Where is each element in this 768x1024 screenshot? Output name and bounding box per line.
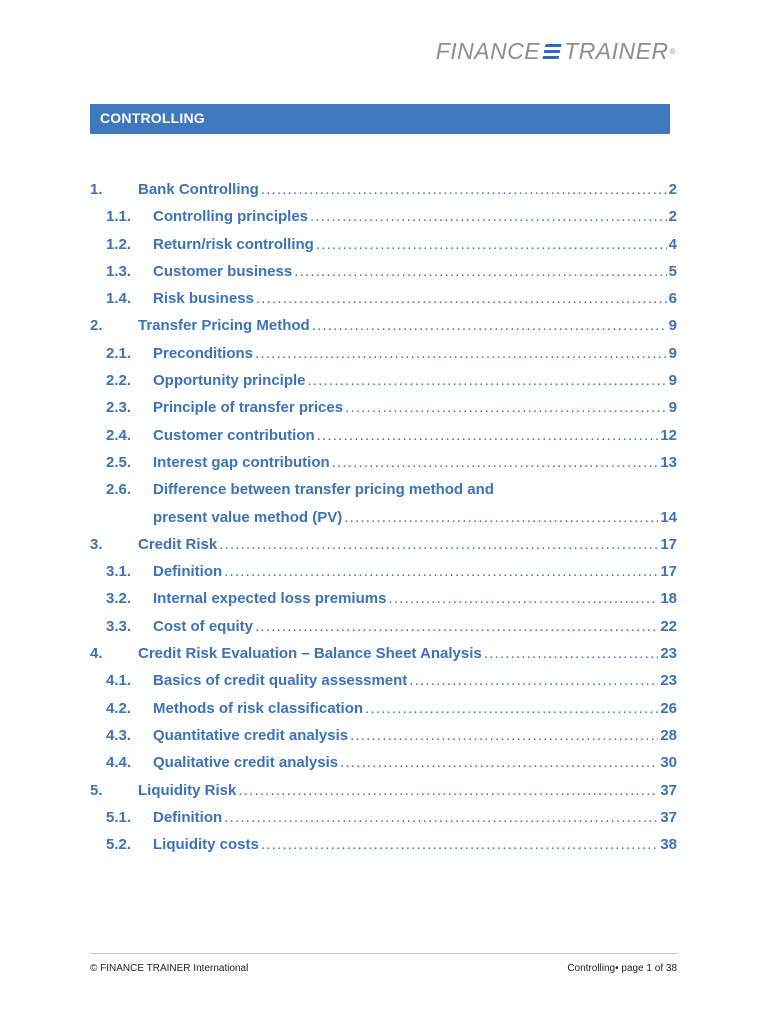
toc-dot-leader — [261, 176, 667, 203]
toc-dot-leader — [332, 449, 659, 476]
toc-entry[interactable] — [90, 312, 677, 339]
toc-page-number: 5 — [668, 262, 677, 280]
toc-entry[interactable] — [90, 667, 677, 694]
toc-page-number: 37 — [660, 781, 677, 799]
toc-number: 3.2. — [106, 590, 132, 608]
toc-title: Basics of credit quality assessment — [153, 672, 408, 690]
toc-number: 4.1. — [106, 672, 132, 690]
toc-entry[interactable] — [90, 585, 677, 612]
toc-title: Internal expected loss premiums — [153, 590, 387, 608]
toc-title: Return/risk controlling — [153, 235, 314, 253]
toc-dot-leader — [409, 667, 658, 694]
toc-title-continued: present value method (PV) — [153, 508, 343, 526]
toc-title: Principle of transfer prices — [153, 399, 344, 417]
toc-entry[interactable] — [90, 422, 677, 449]
toc-entry[interactable] — [90, 285, 677, 312]
toc-entry[interactable] — [90, 394, 677, 421]
toc-entry[interactable] — [90, 231, 677, 258]
toc-dot-leader — [238, 777, 658, 804]
toc-entry[interactable] — [90, 722, 677, 749]
toc-title: Methods of risk classification — [153, 699, 364, 717]
toc-number: 2.1. — [106, 344, 132, 362]
toc-page-number: 9 — [668, 344, 677, 362]
toc-title: Credit Risk — [138, 535, 218, 553]
footer-copyright: © FINANCE TRAINER International — [90, 963, 249, 974]
toc-page-number: 23 — [660, 645, 677, 663]
footer-page-info: Controlling• page 1 of 38 — [567, 963, 677, 974]
toc-entry[interactable] — [90, 831, 677, 858]
toc-page-number: 26 — [660, 699, 677, 717]
toc-dot-leader — [350, 722, 658, 749]
toc-page-number: 9 — [668, 317, 677, 335]
toc-title: Opportunity principle — [153, 372, 306, 390]
toc-number: 2.4. — [106, 426, 132, 444]
toc-number: 3.3. — [106, 617, 132, 635]
toc-number: 1. — [90, 181, 103, 198]
toc-entry[interactable] — [90, 777, 677, 804]
toc-title: Controlling principles — [153, 208, 309, 226]
toc-page-number: 9 — [668, 372, 677, 390]
toc-title: Definition — [153, 808, 223, 826]
toc-dot-leader — [256, 285, 667, 312]
toc-number: 2.3. — [106, 399, 132, 417]
toc-dot-leader — [312, 312, 667, 339]
section-title: CONTROLLING — [100, 110, 205, 126]
toc-page-number: 37 — [660, 808, 677, 826]
toc-number: 1.4. — [106, 290, 132, 308]
section-banner — [90, 104, 670, 134]
toc-entry-continuation[interactable] — [90, 504, 677, 531]
toc-entry[interactable] — [90, 749, 677, 776]
toc-dot-leader — [224, 804, 658, 831]
toc-number: 4. — [90, 645, 103, 663]
toc-number: 2. — [90, 317, 103, 335]
toc-title: Difference between transfer pricing method and — [153, 481, 494, 499]
toc-entry[interactable] — [90, 558, 677, 585]
toc-dot-leader — [316, 231, 667, 258]
toc-dot-leader — [484, 640, 659, 667]
toc-dot-leader — [219, 531, 658, 558]
toc-dot-leader — [224, 558, 658, 585]
toc-entry[interactable] — [90, 640, 677, 667]
toc-number: 4.4. — [106, 754, 132, 772]
toc-page-number: 38 — [660, 836, 677, 854]
toc-entry[interactable] — [90, 613, 677, 640]
table-of-contents — [90, 176, 677, 858]
toc-title: Preconditions — [153, 344, 254, 362]
toc-page-number: 18 — [660, 590, 677, 608]
logo-registered-mark: ® — [669, 47, 676, 56]
toc-title: Credit Risk Evaluation – Balance Sheet Analysis — [138, 645, 482, 663]
toc-title: Transfer Pricing Method — [138, 317, 310, 335]
toc-page-number: 9 — [668, 399, 677, 417]
toc-number: 5. — [90, 781, 103, 799]
toc-entry[interactable] — [90, 804, 677, 831]
toc-number: 2.5. — [106, 453, 132, 471]
toc-number: 1.3. — [106, 262, 132, 280]
toc-number: 5.1. — [106, 808, 132, 826]
toc-page-number: 13 — [660, 453, 677, 471]
toc-number: 2.2. — [106, 372, 132, 390]
finance-trainer-logo — [436, 38, 676, 65]
toc-title: Liquidity costs — [153, 836, 259, 854]
toc-page-number: 2 — [668, 208, 677, 226]
toc-dot-leader — [317, 422, 659, 449]
toc-title: Qualitative credit analysis — [153, 754, 339, 772]
toc-dot-leader — [255, 613, 658, 640]
toc-dot-leader — [340, 749, 658, 776]
toc-dot-leader — [308, 367, 667, 394]
toc-title: Cost of equity — [153, 617, 253, 635]
toc-number: 2.6. — [106, 481, 132, 499]
toc-number: 4.2. — [106, 699, 132, 717]
toc-page-number: 14 — [660, 508, 677, 526]
toc-title: Risk business — [153, 290, 254, 308]
toc-dot-leader — [345, 394, 667, 421]
toc-number: 5.2. — [106, 836, 132, 854]
toc-number: 1.2. — [106, 235, 132, 253]
toc-title: Definition — [153, 563, 223, 581]
toc-entry[interactable] — [90, 449, 677, 476]
toc-dot-leader — [344, 504, 658, 531]
toc-entry[interactable] — [90, 367, 677, 394]
toc-page-number: 4 — [668, 235, 677, 253]
toc-dot-leader — [365, 695, 658, 722]
toc-title: Liquidity Risk — [138, 781, 237, 799]
toc-page-number: 17 — [660, 535, 677, 553]
toc-page-number: 30 — [660, 754, 677, 772]
toc-page-number: 23 — [660, 672, 677, 690]
toc-number: 1.1. — [106, 208, 132, 226]
toc-entry-first-line[interactable] — [90, 476, 677, 503]
toc-number: 4.3. — [106, 726, 132, 744]
toc-entry[interactable] — [90, 203, 677, 230]
toc-entry[interactable] — [90, 531, 677, 558]
toc-page-number: 12 — [660, 426, 677, 444]
toc-dot-leader — [261, 831, 658, 858]
toc-page-number: 22 — [660, 617, 677, 635]
logo-stripes-icon — [543, 44, 562, 59]
toc-dot-leader — [255, 340, 667, 367]
toc-number: 3.1. — [106, 563, 132, 581]
footer-divider — [90, 953, 678, 954]
toc-entry[interactable] — [90, 258, 677, 285]
toc-page-number: 2 — [668, 181, 677, 198]
toc-title: Customer business — [153, 262, 293, 280]
toc-dot-leader — [388, 585, 658, 612]
toc-dot-leader — [294, 258, 666, 285]
toc-page-number: 6 — [668, 290, 677, 308]
toc-number: 3. — [90, 535, 103, 553]
toc-title: Customer contribution — [153, 426, 315, 444]
toc-title: Quantitative credit analysis — [153, 726, 349, 744]
toc-entry[interactable] — [90, 695, 677, 722]
toc-title: Interest gap contribution — [153, 453, 330, 471]
toc-title: Bank Controlling — [138, 181, 259, 198]
logo-text-finance: FINANCE — [435, 38, 541, 64]
logo-text-trainer: TRAINER — [564, 38, 669, 64]
toc-entry[interactable] — [90, 176, 677, 203]
toc-page-number: 28 — [660, 726, 677, 744]
toc-dot-leader — [310, 203, 667, 230]
toc-page-number: 17 — [660, 563, 677, 581]
toc-entry[interactable] — [90, 340, 677, 367]
